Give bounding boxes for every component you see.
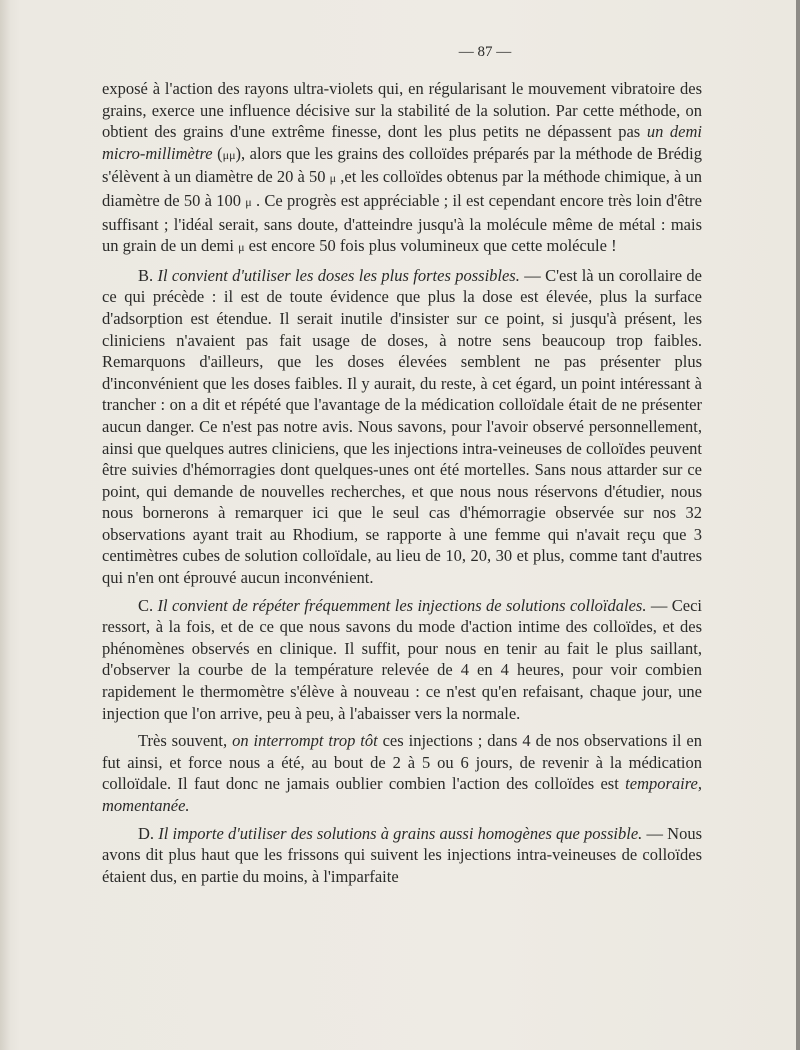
italic-text-segment: Il importe d'utiliser des solutions à grains aussi homogènes que possible. [158, 823, 643, 843]
unit-symbol: μ [245, 194, 252, 209]
text-segment: — Nous avons dit plus haut que les frissons qui suivent les injections intra-veineuses de colloïdes étaient dus, en partie du moins, à l'imparfaite [102, 823, 702, 886]
italic-text-segment: Il convient d'utiliser les doses les plus fortes possibles. [157, 265, 520, 285]
paragraph [102, 265, 702, 589]
text-segment: Très souvent, [138, 731, 233, 751]
text-segment: — C'est là un corollaire de ce qui précède : il est de toute évidence que plus la dose est élevée, plus la surface d'adsorption est étendue. Il serait inutile d'insister sur ce point, si jusqu'à présent, les cliniciens n'avaient pas fait usage de doses, à notre sens beaucoup trop faibles. Remarquons d'ailleurs, que les doses élevées semblent ne pas présenter plus d'inconvénient que les doses faibles. Il y aurait, du reste, à cet égard, un point intéressant à trancher : on a dit et répété que l'avantage de la médication colloïdale était de ne présenter aucun danger. Ce n'est pas notre avis. Nous savons, pour l'avoir observé personnellement, ainsi que quelques autres cliniciens, que les injections intra-veineuses de colloïdes peuvent être suivies d'hémorragies dont quelques-unes ont été mortelles. Sans nous attarder sur ce point, qui demande de nouvelles recherches, et que nous nous réservons d'étudier, nous nous bornerons à remarquer ici que le seul cas d'hémorragie observée sur nos 32 observations ayant trait au Rhodium, se rapporte à une femme qui n'avait reçu que 3 centimètres cubes de solution colloïdale, au lieu de 10, 20, 30 et plus, comme tant d'autres qui n'en ont éprouvé aucun inconvénient. [102, 265, 702, 588]
text-segment: exposé à l'action des rayons ultra-violets qui, en régularisant le mouvement vibratoire des grains, exerce une influence décisive sur la stabilité de la solution. Par cette méthode, on obtient des grains d'une extrême finesse, dont les plus petits ne dépassent pas [102, 79, 702, 142]
text-segment: est encore 50 fois plus volumineux que cette molécule ! [244, 236, 617, 256]
text-segment: — Ceci ressort, à la fois, et de ce que nous savons du mode d'action intime des colloïdes, et des phénomènes observés en clinique. Il suffit, pour nous en tenir au fait le plus saillant, d'observer la courbe de la température relevée de 4 en 4 heures, pour voir combien rapidement le thermomètre s'élève à nouveau : ce n'est qu'en refaisant, chaque jour, une injection que l'on arrive, peu à peu, à l'abaisser vers la normale. [102, 595, 702, 723]
text-segment: B. [138, 265, 158, 285]
italic-text-segment: Il convient de répéter fréquemment les injections de solutions colloïdales. [157, 595, 647, 615]
text-segment: . Ce progrès est appréciable ; il est cependant encore très loin d'être suffisant ; l'idéal serait, sans doute, d'atteindre jusqu'à la molécule même de métal : mais un grain de un demi [102, 190, 702, 256]
paragraph [102, 823, 702, 888]
page-edge-left [0, 0, 10, 1050]
paragraph [102, 78, 702, 259]
text-segment: ces injections ; dans 4 de nos observations il en fut ainsi, et force nous a été, au bout de 2 à 5 ou 6 jours, de revenir à la médication colloïdale. Il faut donc ne jamais oublier combien l'action des colloïdes est [102, 731, 702, 794]
italic-text-segment: on interrompt trop tôt [232, 731, 378, 751]
page-number: — 87 — [458, 44, 512, 60]
paragraph [102, 730, 702, 816]
unit-symbol: μμ [222, 147, 236, 162]
text-segment: ( [212, 143, 223, 163]
text-segment: C. [138, 595, 158, 615]
text-segment: ), alors que les grains des colloïdes préparés par la méthode de Brédig s'élèvent à un diamètre de 20 à 50 [102, 143, 702, 187]
body-text [102, 78, 702, 887]
unit-symbol: μ [329, 171, 337, 186]
italic-text-segment: un demi micro-millimètre [102, 122, 702, 163]
text-segment: D. [138, 823, 159, 843]
text-segment: ,et les colloïdes obtenus par la méthode chimique, à un diamètre de 50 à 100 [102, 167, 702, 210]
italic-text-segment: temporaire, momentanée. [102, 774, 702, 815]
page-edge-right [796, 0, 800, 1050]
paragraph [102, 595, 702, 725]
unit-symbol: μ [238, 240, 245, 255]
